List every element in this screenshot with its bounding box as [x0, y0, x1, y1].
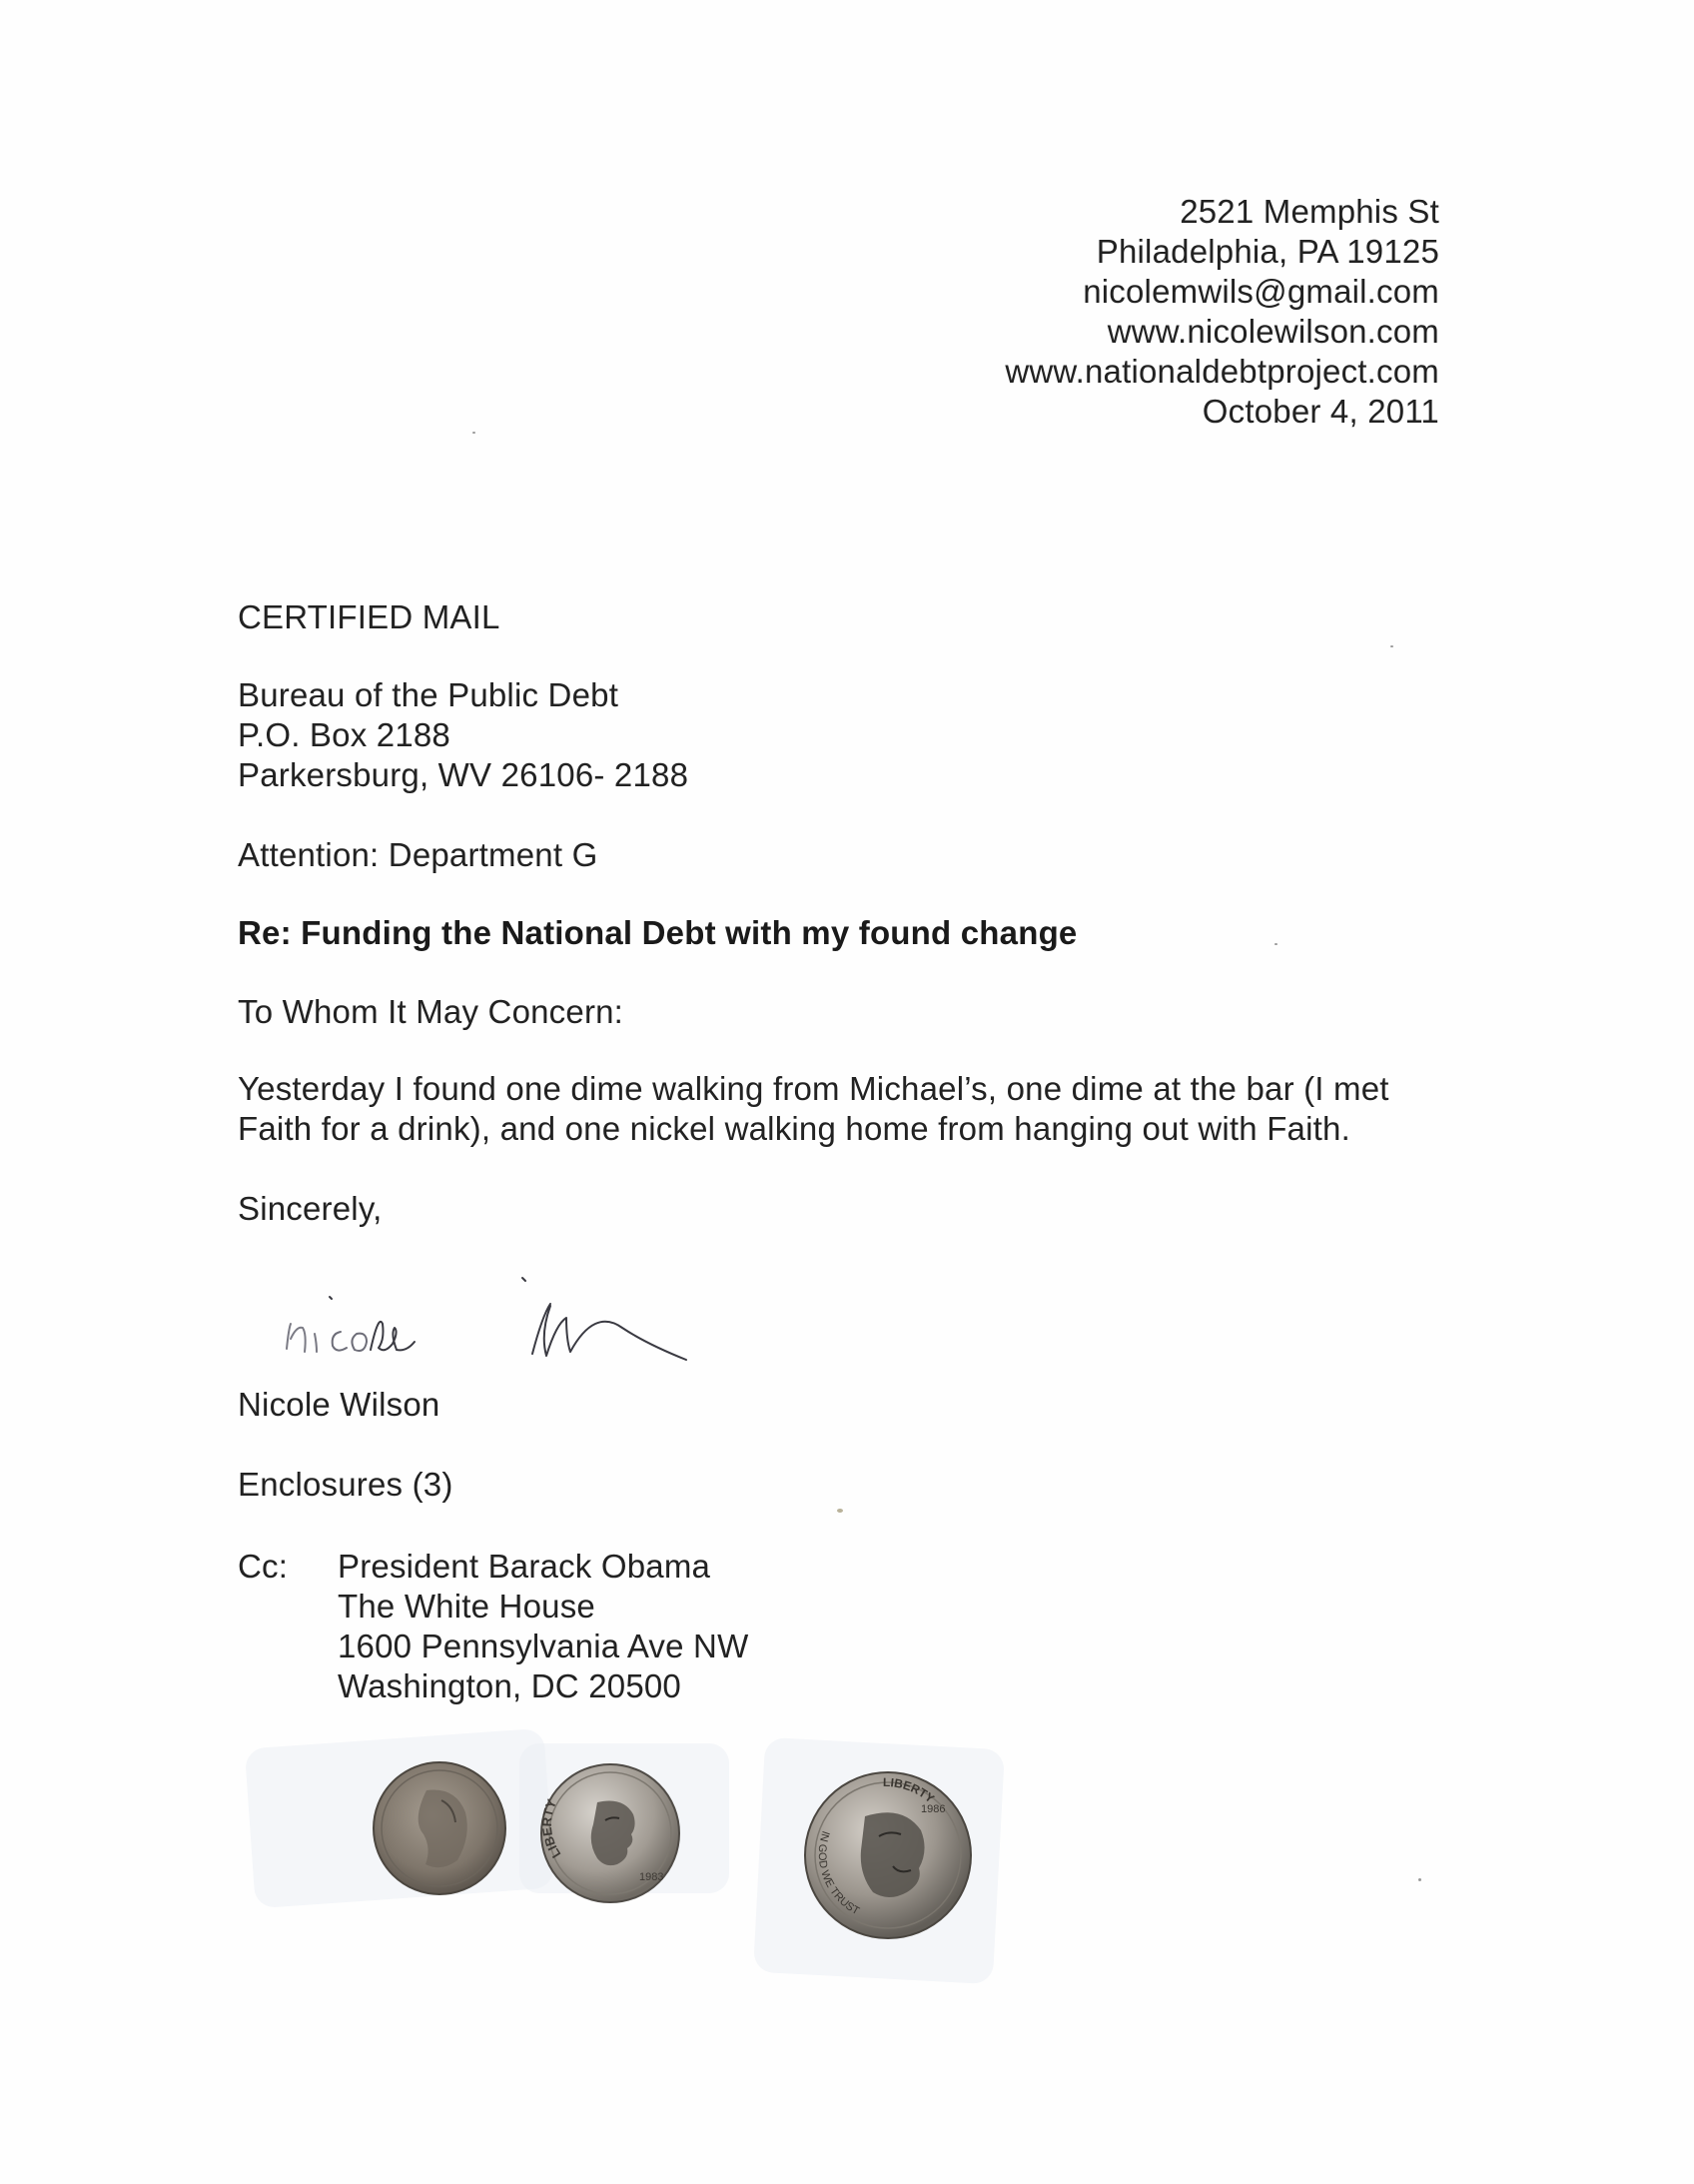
letter-date: October 4, 2011 [1202, 393, 1439, 430]
mail-type: CERTIFIED MAIL [238, 598, 500, 635]
attention-line: Attention: Department G [238, 836, 598, 873]
recipient-name: Bureau of the Public Debt [238, 676, 619, 713]
scan-speck [1274, 943, 1277, 945]
coin-year: 1983 [639, 1871, 664, 1883]
sender-website: www.nicolewilson.com [1107, 313, 1439, 350]
cc-name: President Barack Obama [338, 1548, 711, 1585]
dime-coin-worn [372, 1760, 507, 1896]
scan-speck [472, 432, 475, 434]
handwritten-signature [275, 1244, 734, 1404]
cc-city-line: Washington, DC 20500 [338, 1667, 681, 1704]
coin-motto: IN GOD WE TRUST [815, 1828, 862, 1918]
scan-speck [1418, 1878, 1421, 1881]
recipient-po-box: P.O. Box 2188 [238, 716, 450, 753]
cc-street: 1600 Pennsylvania Ave NW [338, 1628, 749, 1664]
cc-address [338, 1547, 748, 1706]
subject-line: Re: Funding the National Debt with my found change [238, 914, 1078, 951]
closing: Sincerely, [238, 1190, 383, 1227]
scan-speck [1390, 645, 1393, 647]
dime-coin [539, 1762, 681, 1904]
letter-body: Yesterday I found one dime walking from Michael’s, one dime at the bar (I met Faith for a drink), and one nickel walking home from hanging out with Faith. [238, 1070, 1389, 1147]
coin-legend: LIBERTY [882, 1774, 938, 1806]
recipient-address [238, 675, 688, 795]
coin-year: 1986 [921, 1803, 946, 1815]
sender-website: www.nationaldebtproject.com [1005, 353, 1439, 390]
coin-legend: LIBERTY [539, 1796, 564, 1861]
cc-label: Cc: [238, 1548, 289, 1585]
sender-city-line: Philadelphia, PA 19125 [1096, 233, 1439, 270]
nickel-coin [803, 1770, 973, 1940]
scan-speck [837, 1509, 843, 1513]
cc-org: The White House [338, 1588, 595, 1625]
enclosures-note: Enclosures (3) [238, 1466, 453, 1503]
sender-address [1005, 192, 1439, 432]
sender-street: 2521 Memphis St [1180, 193, 1439, 230]
sender-email: nicolemwils@gmail.com [1083, 273, 1439, 310]
signer-name: Nicole Wilson [238, 1386, 440, 1423]
recipient-city-line: Parkersburg, WV 26106- 2188 [238, 756, 689, 793]
salutation: To Whom It May Concern: [238, 993, 624, 1030]
